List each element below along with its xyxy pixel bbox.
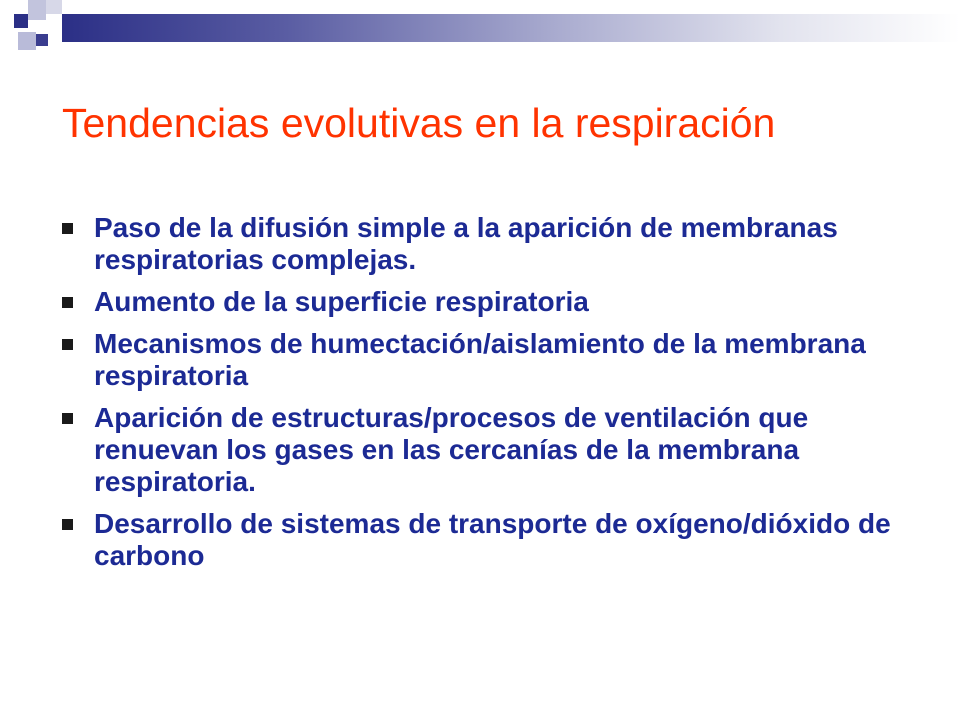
bullet-square-icon — [62, 223, 73, 234]
list-item — [62, 286, 922, 318]
bullet-text: Aumento de la superficie respiratoria — [94, 286, 589, 317]
list-item — [62, 508, 922, 572]
header-square-dark — [36, 34, 48, 46]
bullet-square-icon — [62, 297, 73, 308]
header-gradient-bar — [62, 14, 960, 42]
slide-title: Tendencias evolutivas en la respiración — [62, 100, 776, 146]
header-square-mid — [46, 0, 62, 14]
bullet-text: Paso de la difusión simple a la aparición de membranas respiratorias complejas. — [94, 212, 838, 275]
bullet-text: Desarrollo de sistemas de transporte de oxígeno/dióxido de carbono — [94, 508, 891, 571]
bullet-text: Mecanismos de humectación/aislamiento de la membrana respiratoria — [94, 328, 866, 391]
header-square-dark — [14, 14, 28, 28]
header-square-light — [28, 0, 46, 20]
list-item — [62, 328, 922, 392]
bullet-square-icon — [62, 519, 73, 530]
header-square-light — [18, 32, 36, 50]
list-item — [62, 402, 922, 498]
bullet-square-icon — [62, 339, 73, 350]
bullet-list — [62, 212, 922, 582]
list-item — [62, 212, 922, 276]
bullet-text: Aparición de estructuras/procesos de ventilación que renuevan los gases en las cercanías de la membrana respiratoria. — [94, 402, 809, 497]
bullet-square-icon — [62, 413, 73, 424]
